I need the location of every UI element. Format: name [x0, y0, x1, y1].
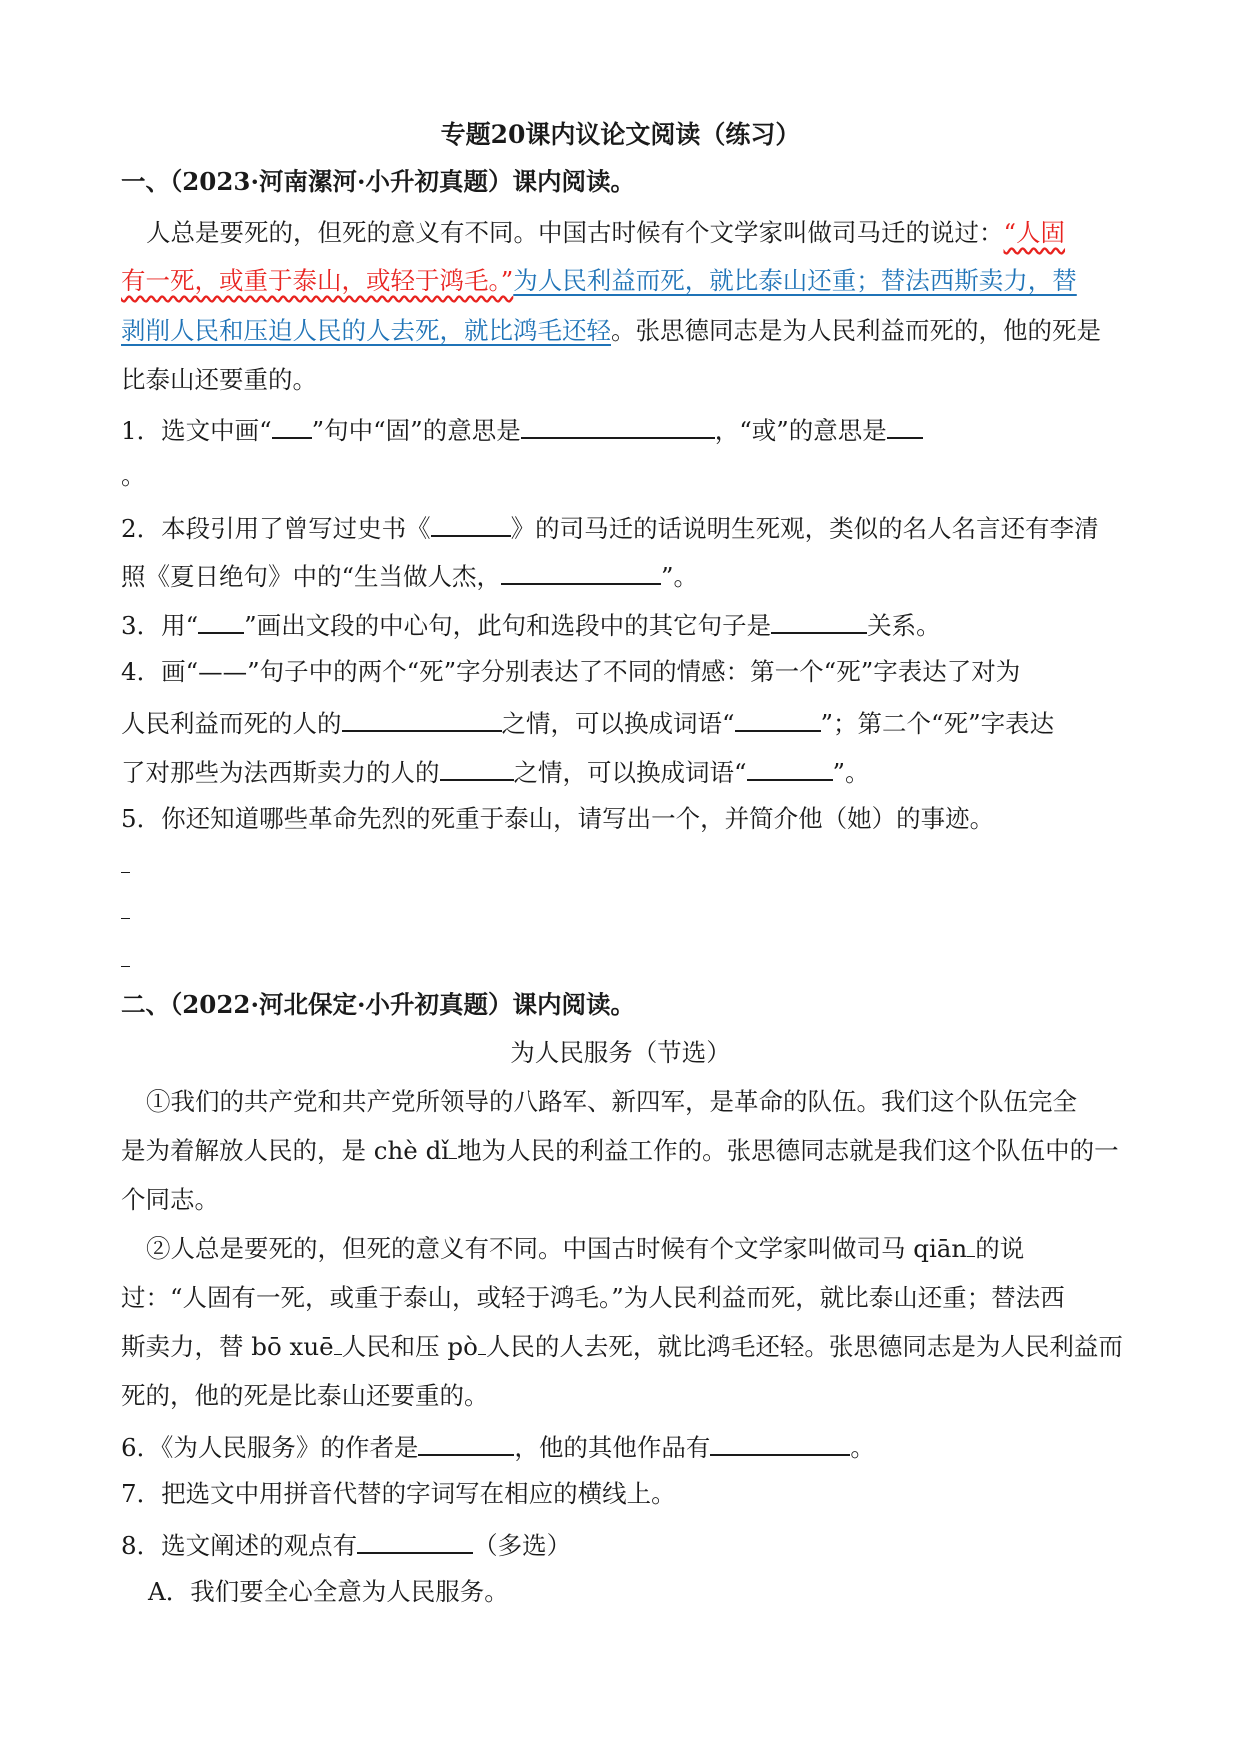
question-4-line3: 了对那些为法西斯卖力的人的 之情，可以换成词语“ ”。 [121, 753, 870, 787]
passage2-p2-line2: 过：“人固有一死，或重于泰山，或轻于鸿毛。”为人民利益而死，就比泰山还重；替法西 [121, 1283, 1065, 1312]
underlined-sentence-2: 剥削人民和压迫人民的人去死，就比鸿毛还轻 [121, 316, 611, 345]
pinyin-blank[interactable] [967, 1232, 975, 1257]
answer-blank[interactable] [710, 1428, 850, 1456]
quote-red-1: “人固 [1003, 218, 1066, 247]
answer-blank[interactable] [747, 753, 833, 781]
answer-blank[interactable] [342, 704, 502, 732]
question-2-line2: 照《夏日绝句》中的“生当做人杰， ”。 [121, 557, 698, 591]
quote-red-2: 有一死，或重于泰山，或轻于鸿毛。” [121, 266, 514, 295]
passage2-p2-line4: 死的，他的死是比泰山还要重的。 [121, 1381, 489, 1410]
page-title: 专题20课内议论文阅读（练习） [440, 120, 801, 149]
question-4-line1: 4．画“——”句子中的两个“死”字分别表达了不同的情感：第一个“死”字表达了对为 [121, 657, 1021, 686]
passage2-title: 为人民服务（节选） [510, 1038, 731, 1067]
pinyin-blank[interactable] [449, 1134, 457, 1159]
passage2-p1-line3: 个同志。 [121, 1185, 219, 1214]
answer-blank[interactable] [771, 606, 867, 634]
question-6: 6．《为人民服务》的作者是 ，他的其他作品有 。 [121, 1428, 875, 1462]
question-1-end: 。 [121, 461, 146, 490]
underlined-sentence-1: 为人民利益而死，就比泰山还重；替法西斯卖力，替 [513, 266, 1077, 295]
section2-heading: 二、（2022·河北保定·小升初真题）课内阅读。 [121, 990, 635, 1019]
question-2-line1: 2．本段引用了曾写过史书《 》的司马迁的话说明生死观，类似的名人名言还有李清 [121, 509, 1099, 543]
answer-blank[interactable] [431, 509, 511, 537]
passage1-line1: 人总是要死的，但死的意义有不同。中国古时候有个文学家叫做司马迁的说过：“人固 [146, 218, 1066, 247]
question-8: 8．选文阐述的观点有 （多选） [121, 1526, 571, 1560]
pinyin-blank[interactable] [334, 1330, 342, 1355]
answer-line[interactable] [121, 918, 130, 919]
section1-heading: 一、（2023·河南漯河·小升初真题）课内阅读。 [121, 167, 635, 196]
question-7: 7．把选文中用拼音代替的字词写在相应的横线上。 [121, 1479, 676, 1508]
answer-blank[interactable] [735, 704, 821, 732]
question-5: 5．你还知道哪些革命先烈的死重于泰山，请写出一个，并简介他（她）的事迹。 [121, 804, 995, 833]
question-4-line2: 人民利益而死的人的 之情，可以换成词语“ ”；第二个“死”字表达 [121, 704, 1054, 738]
wavy-mark-blank [272, 413, 312, 439]
answer-blank[interactable] [501, 557, 661, 585]
answer-blank[interactable] [887, 411, 923, 439]
option-a[interactable]: A．我们要全心全意为人民服务。 [148, 1577, 509, 1606]
question-3: 3．用“ ”画出文段的中心句，此句和选段中的其它句子是 关系。 [121, 606, 941, 640]
passage1-line3: 剥削人民和压迫人民的人去死，就比鸿毛还轻。张思德同志是为人民利益而死的，他的死是 [121, 316, 1101, 345]
question-1: 1．选文中画“ ”句中“固”的意思是 ，“或”的意思是 [121, 411, 923, 445]
passage1-line2 [121, 264, 1077, 298]
answer-line[interactable] [121, 872, 130, 873]
passage2-p2-line1: ②人总是要死的，但死的意义有不同。中国古时候有个文学家叫做司马 qiān 的说 [146, 1234, 1025, 1263]
passage1-line4: 比泰山还要重的。 [121, 365, 317, 394]
pinyin-blank[interactable] [478, 1330, 486, 1355]
answer-blank[interactable] [521, 411, 715, 439]
passage2-p1-line1: ①我们的共产党和共产党所领导的八路军、新四军，是革命的队伍。我们这个队伍完全 [146, 1087, 1077, 1116]
answer-blank[interactable] [440, 753, 514, 781]
passage2-p1-line2: 是为着解放人民的，是 chè dǐ 地为人民的利益工作的。张思德同志就是我们这个队伍中的一 [121, 1136, 1119, 1165]
answer-blank[interactable] [418, 1428, 514, 1456]
answer-blank[interactable] [357, 1526, 473, 1554]
answer-line[interactable] [121, 966, 130, 967]
passage2-p2-line3: 斯卖力，替 bō xuē 人民和压 pò 人民的人去死，就比鸿毛还轻。张思德同志是为人民利益而 [121, 1332, 1123, 1361]
mark-sample [198, 608, 244, 634]
